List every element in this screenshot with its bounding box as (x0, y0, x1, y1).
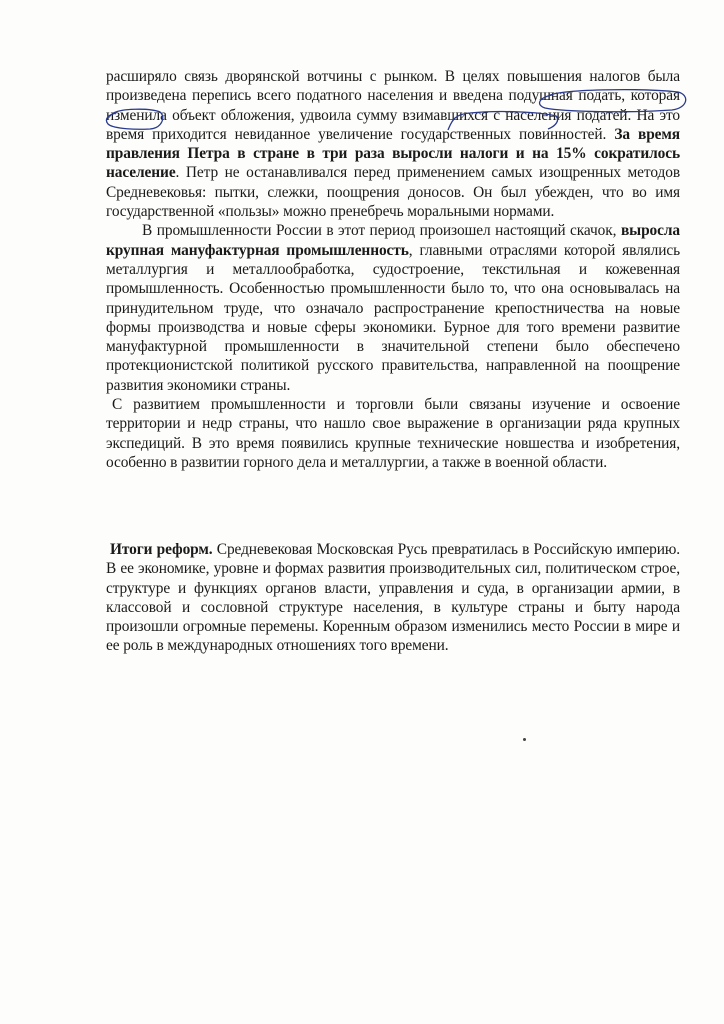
paragraph-text: Средневековая Московская Русь превратилась в Российскую империю. В ее экономике, уровне и формах развития производительных сил, политическом строе, структуре и функциях органов власти, управления и суда, в организации армии, в классовой и сословной структуре населения, в культуре страны и быту народа произошли огромные перемены. Коренным образом изменились место России в мире и ее роль в международных отношениях того времени. (106, 541, 681, 655)
paragraph-results (106, 540, 680, 656)
paragraph-text: В промышленности России в этот период произошел настоящий скачок, (142, 222, 621, 240)
paragraph-text: С развитием промышленности и торговли были связаны изучение и освоение территории и недр страны, что нашло свое выражение в организации ряда крупных экспедиций. В это время появились крупные технические новшества и изобретения, особенно в развитии горного дела и металлургии, а также в военной области. (106, 396, 680, 471)
paragraph-text: , главными отраслями которой являлись металлургия и металлообработка, судостроение, текстильная и кожевенная промышленность. Особенностью промышленности было то, что она основывалась на принудительном труде, что означало распространение крепостничества на новые формы производства и новые сферы экономики. Бурное для того времени развитие мануфактурной промышленности в значительной степени было обеспечено протекционистской политикой русского правительства, направленной на поощрение развития экономики страны. (106, 241, 680, 394)
bold-statement: выросла крупная мануфактурная промышленность (106, 222, 680, 259)
stray-mark (523, 738, 526, 741)
paragraph-expeditions (106, 395, 680, 472)
text-block-lower (106, 540, 680, 656)
paragraph-text: взимавшихся с населения податей. На это время приходится невиданное увеличение государственных повинностей. (106, 106, 680, 143)
handwritten-circled-phrase: удвоила сумму (299, 106, 398, 124)
paragraph-text: , которая изменила объект обложения, (106, 87, 680, 124)
paragraph-taxes (106, 67, 680, 221)
section-heading: Итоги реформ. (110, 541, 213, 558)
bold-statement: За время правления Петра в стране в три раза выросли налоги и на 15% сократилось население (106, 125, 680, 182)
handwritten-circled-phrase: введена подушная подать (452, 87, 622, 105)
paragraph-text: расширяло связь дворянской вотчины с рынком. В целях повышения налогов была произведена перепись всего податного населения и (106, 68, 680, 105)
paragraph-industry (106, 221, 680, 395)
text-block-upper (106, 67, 680, 472)
paragraph-text: . Петр не останавливался перед применением самых изощренных методов Средневековья: пытки, слежки, поощрения доносов. Он был убежден, что во имя государственной «пользы» можно пренебречь моральными нормами. (106, 164, 680, 221)
